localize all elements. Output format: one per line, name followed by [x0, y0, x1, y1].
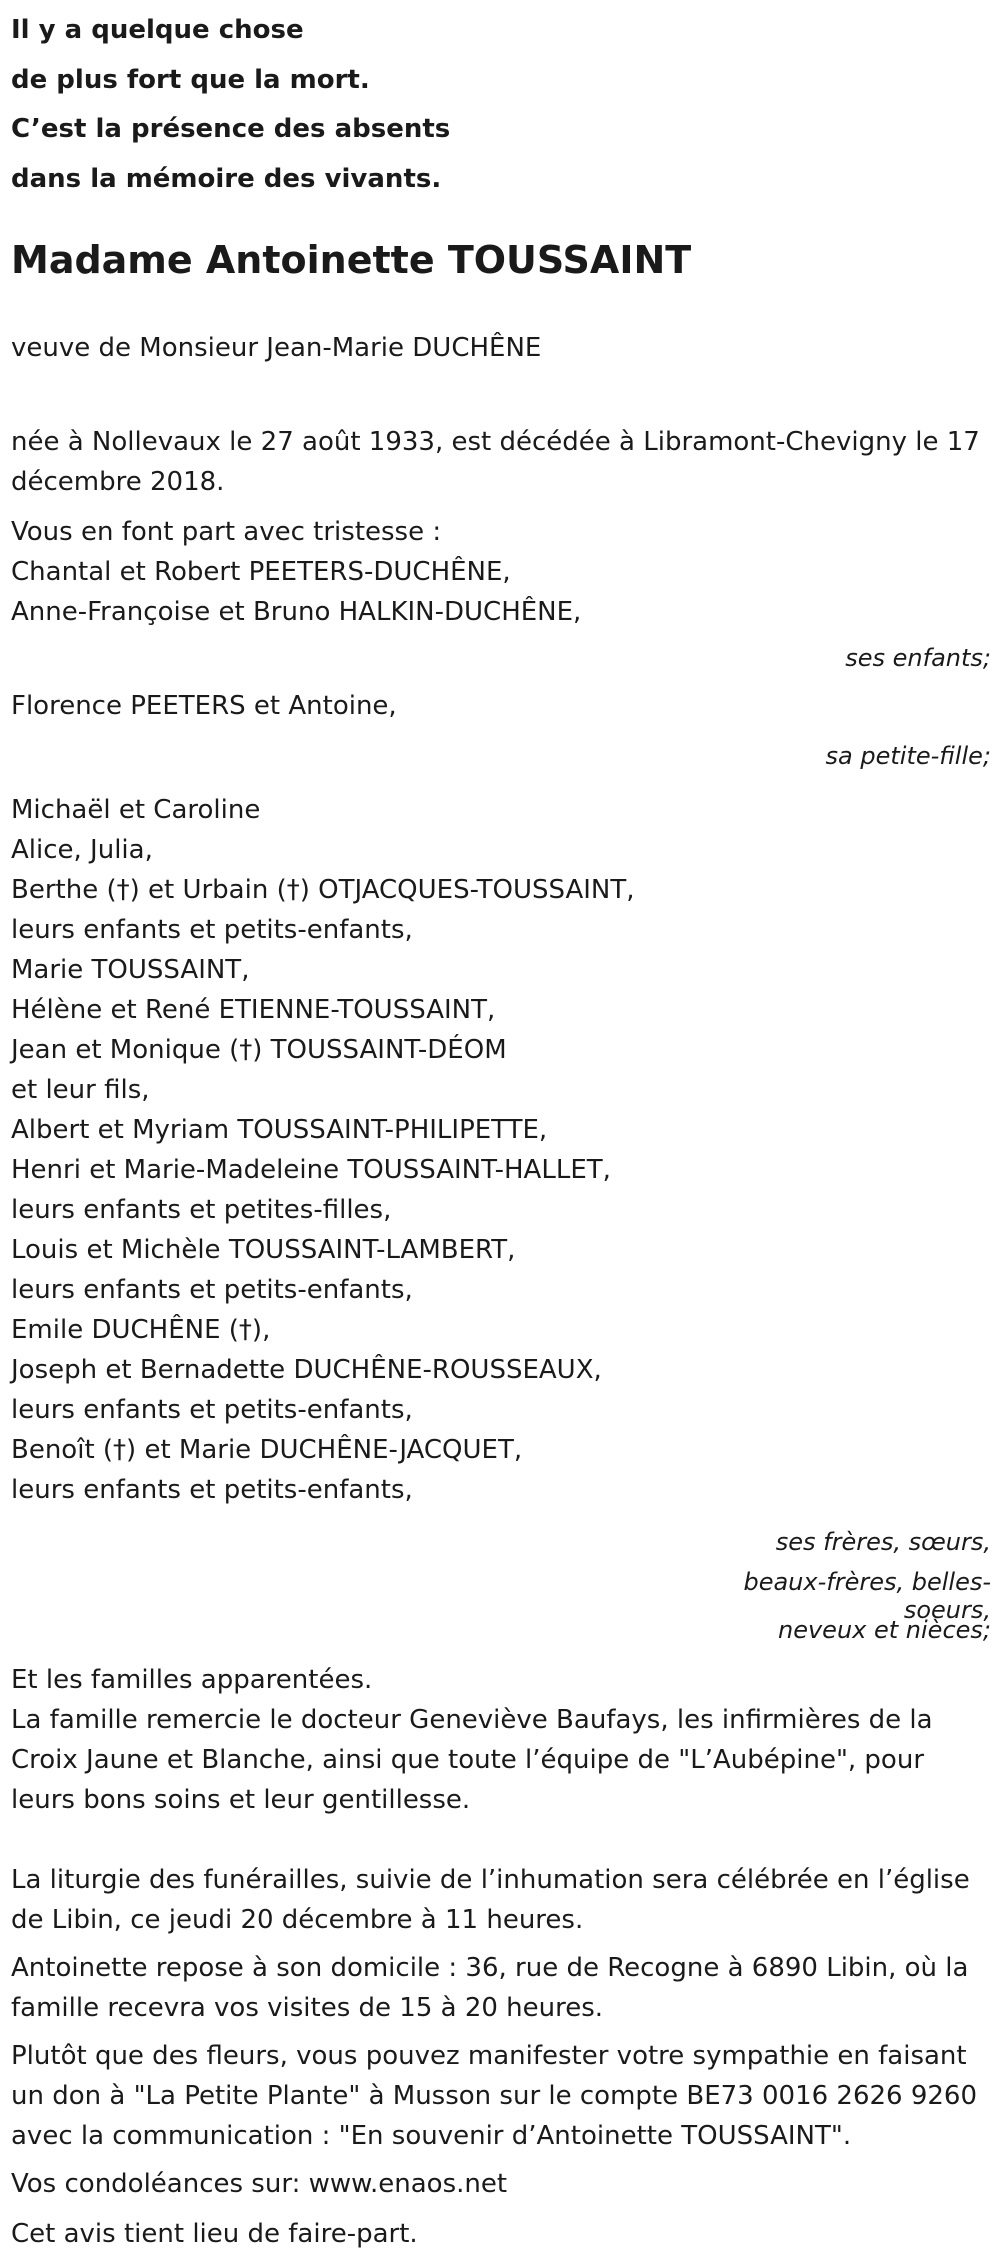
- birth-death-line: née à Nollevaux le 27 août 1933, est décédée à Libramont-Chevigny le 17: [11, 427, 980, 457]
- children-role: ses enfants;: [845, 644, 991, 672]
- sibling-entry: et leur fils,: [11, 1075, 150, 1105]
- sibling-entry: leurs enfants et petits-enfants,: [11, 1275, 413, 1305]
- children-list: [11, 552, 991, 632]
- siblings-role-line: beaux-frères, belles-: [743, 1568, 991, 1596]
- rests-paragraph: [11, 1948, 991, 2028]
- poem-line: de plus fort que la mort.: [11, 64, 370, 95]
- widow-of-line: veuve de Monsieur Jean-Marie DUCHÊNE: [11, 333, 542, 363]
- sibling-entry: Jean et Monique (†) TOUSSAINT-DÉOM: [11, 1035, 507, 1065]
- thanks-line: Croix Jaune et Blanche, ainsi que toute l’équipe de "L’Aubépine", pour: [11, 1745, 925, 1775]
- thanks-line: leurs bons soins et leur gentillesse.: [11, 1785, 471, 1815]
- sibling-entry: Michaël et Caroline: [11, 795, 261, 825]
- obituary-notice: [11, 0, 991, 2254]
- sibling-entry: Emile DUCHÊNE (†),: [11, 1315, 271, 1345]
- sibling-entry: Henri et Marie-Madeleine TOUSSAINT-HALLET,: [11, 1155, 611, 1185]
- poem-line: C’est la présence des absents: [11, 114, 451, 144]
- poem-line: dans la mémoire des vivants.: [11, 163, 442, 194]
- poem: [11, 0, 991, 204]
- flowers-paragraph: [11, 2036, 991, 2156]
- grandchild-entry: Florence PEETERS et Antoine,: [11, 691, 397, 721]
- thanks-line: La famille remercie le docteur Geneviève Baufays, les infirmières de la: [11, 1705, 933, 1735]
- rests-line: Antoinette repose à son domicile : 36, rue de Recogne à 6890 Libin, où la: [11, 1953, 969, 1983]
- birth-death-line: décembre 2018.: [11, 467, 225, 497]
- poem-line: Il y a quelque chose: [11, 15, 304, 45]
- siblings-list: [11, 790, 991, 1510]
- flowers-line: Plutôt que des fleurs, vous pouvez manifester votre sympathie en faisant: [11, 2041, 967, 2071]
- flowers-line: un don à "La Petite Plante" à Musson sur le compte BE73 0016 2626 9260: [11, 2081, 978, 2111]
- siblings-role: [11, 1522, 991, 1644]
- sibling-entry: leurs enfants et petits-enfants,: [11, 1395, 413, 1425]
- thanks-paragraph: [11, 1700, 991, 1820]
- sibling-entry: Louis et Michèle TOUSSAINT-LAMBERT,: [11, 1235, 516, 1265]
- sibling-entry: Joseph et Bernadette DUCHÊNE-ROUSSEAUX,: [11, 1355, 602, 1385]
- sibling-entry: Benoît (†) et Marie DUCHÊNE-JACQUET,: [11, 1435, 523, 1465]
- sibling-entry: leurs enfants et petits-enfants,: [11, 1475, 413, 1505]
- sibling-entry: Albert et Myriam TOUSSAINT-PHILIPETTE,: [11, 1115, 548, 1145]
- siblings-role-line: soeurs,: [903, 1596, 991, 1624]
- liturgy-line: La liturgie des funérailles, suivie de l’inhumation sera célébrée en l’église: [11, 1865, 970, 1895]
- siblings-role-line: neveux et nièces;: [778, 1616, 991, 1644]
- notice-line: Cet avis tient lieu de faire-part.: [11, 2219, 418, 2249]
- birth-death-paragraph: [11, 422, 991, 502]
- sibling-entry: Berthe (†) et Urbain (†) OTJACQUES-TOUSSAINT,: [11, 875, 635, 905]
- rests-line: famille recevra vos visites de 15 à 20 heures.: [11, 1993, 604, 2023]
- sibling-entry: Alice, Julia,: [11, 835, 153, 865]
- sibling-entry: leurs enfants et petites-filles,: [11, 1195, 392, 1225]
- liturgy-paragraph: [11, 1860, 991, 1940]
- announce-line: Vous en font part avec tristesse :: [11, 517, 442, 547]
- sibling-entry: Hélène et René ETIENNE-TOUSSAINT,: [11, 995, 496, 1025]
- condolences-line: Vos condoléances sur: www.enaos.net: [11, 2169, 508, 2199]
- families-line: Et les familles apparentées.: [11, 1665, 373, 1695]
- child-entry: Anne-Françoise et Bruno HALKIN-DUCHÊNE,: [11, 597, 582, 627]
- flowers-line: avec la communication : "En souvenir d’Antoinette TOUSSAINT".: [11, 2121, 852, 2151]
- liturgy-line: de Libin, ce jeudi 20 décembre à 11 heures.: [11, 1905, 584, 1935]
- deceased-name-title: Madame Antoinette TOUSSAINT: [11, 238, 692, 282]
- siblings-role-line: ses frères, sœurs,: [775, 1528, 991, 1556]
- child-entry: Chantal et Robert PEETERS-DUCHÊNE,: [11, 557, 511, 587]
- sibling-entry: leurs enfants et petits-enfants,: [11, 915, 413, 945]
- grandchild-role: sa petite-fille;: [825, 742, 991, 770]
- sibling-entry: Marie TOUSSAINT,: [11, 955, 250, 985]
